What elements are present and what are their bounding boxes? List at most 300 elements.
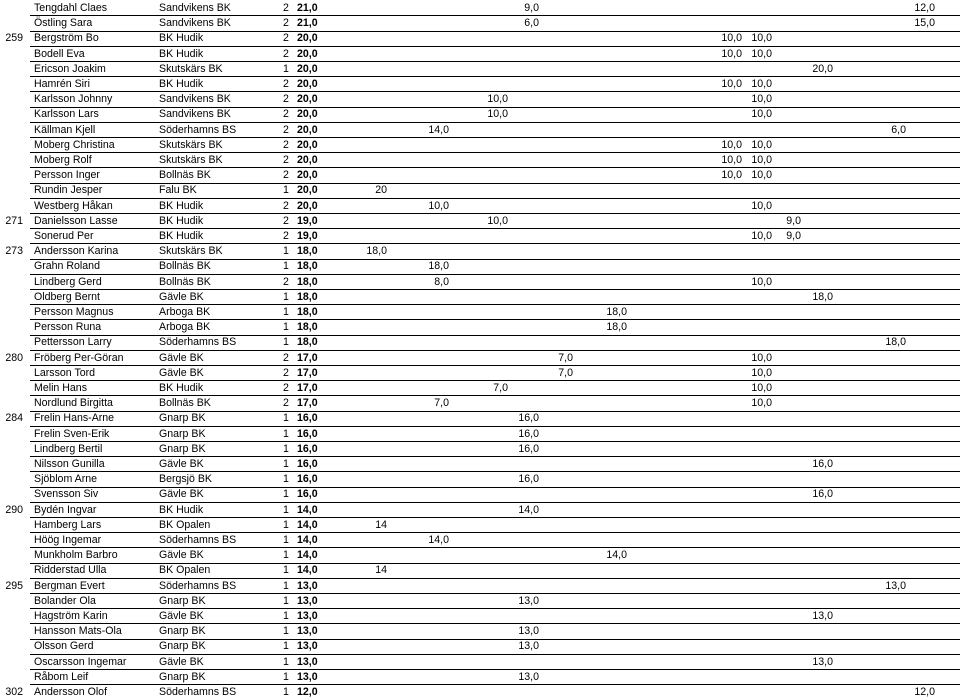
count-cell: 1	[283, 686, 289, 698]
club-cell: Skutskärs BK	[159, 154, 223, 166]
score-cell: 10,0	[721, 32, 742, 45]
name-cell: Ridderstad Ulla	[34, 564, 107, 577]
name-cell: Persson Magnus	[34, 306, 114, 318]
score-cell: 10,0	[487, 214, 508, 227]
table-row	[0, 199, 960, 214]
club-cell: BK Hudik	[159, 382, 204, 394]
total-cell: 20,0	[297, 32, 318, 45]
count-cell: 1	[283, 488, 289, 501]
total-cell: 20,0	[297, 184, 318, 197]
rank-cell: 295	[5, 579, 23, 592]
name-cell: Ericson Joakim	[34, 62, 106, 75]
score-cell: 10,0	[751, 275, 772, 288]
club-cell: Gnarp BK	[159, 427, 206, 440]
score-cell: 18,0	[366, 245, 387, 258]
count-cell: 1	[283, 640, 289, 653]
score-cell: 10,0	[751, 366, 772, 379]
table-row	[0, 670, 960, 685]
total-cell: 21,0	[297, 17, 318, 30]
table-row	[0, 472, 960, 487]
total-cell: 14,0	[297, 549, 318, 562]
club-cell: Gnarp BK	[159, 670, 206, 683]
total-cell: 16,0	[297, 473, 318, 486]
name-cell: Moberg Christina	[34, 138, 115, 151]
total-cell: 20,0	[297, 154, 318, 166]
count-cell: 1	[283, 412, 289, 425]
club-cell: Gnarp BK	[159, 625, 206, 638]
count-cell: 1	[283, 473, 289, 486]
total-cell: 19,0	[297, 214, 318, 227]
club-cell: Bergsjö BK	[159, 473, 212, 486]
count-cell: 1	[283, 594, 289, 607]
total-cell: 20,0	[297, 199, 318, 212]
score-cell: 6,0	[524, 17, 539, 30]
total-cell: 16,0	[297, 458, 318, 470]
score-cell: 13,0	[518, 594, 539, 607]
name-cell: Hansson Mats-Ola	[34, 625, 122, 638]
table-row	[0, 16, 960, 31]
score-cell: 14,0	[428, 123, 449, 136]
count-cell: 1	[283, 579, 289, 592]
score-cell: 18,0	[606, 321, 627, 334]
total-cell: 20,0	[297, 47, 318, 60]
score-cell: 12,0	[914, 686, 935, 698]
score-cell: 14,0	[428, 534, 449, 546]
name-cell: Höög Ingemar	[34, 534, 102, 546]
score-cell: 10,0	[751, 32, 772, 45]
score-cell: 10,0	[721, 169, 742, 182]
score-cell: 16,0	[518, 412, 539, 425]
score-cell: 10,0	[751, 138, 772, 151]
count-cell: 1	[283, 518, 289, 531]
table-row	[0, 123, 960, 138]
score-cell: 13,0	[812, 610, 833, 622]
total-cell: 18,0	[297, 245, 318, 258]
table-row	[0, 563, 960, 578]
name-cell: Frelin Sven-Erik	[34, 427, 110, 440]
club-cell: Gävle BK	[159, 351, 204, 364]
total-cell: 12,0	[297, 686, 318, 698]
total-cell: 16,0	[297, 427, 318, 440]
count-cell: 2	[283, 351, 289, 364]
table-row	[0, 229, 960, 244]
club-cell: Gnarp BK	[159, 594, 206, 607]
count-cell: 1	[283, 655, 289, 668]
count-cell: 2	[283, 78, 289, 90]
rank-cell: 271	[5, 214, 23, 227]
count-cell: 2	[283, 123, 289, 136]
name-cell: Moberg Rolf	[34, 154, 92, 166]
name-cell: Råbom Leif	[34, 670, 89, 683]
club-cell: Gävle BK	[159, 549, 204, 562]
count-cell: 2	[283, 169, 289, 182]
count-cell: 1	[283, 564, 289, 577]
name-cell: Lindberg Bertil	[34, 442, 103, 455]
score-cell: 13,0	[518, 640, 539, 653]
score-cell: 20	[375, 184, 387, 197]
count-cell: 2	[283, 230, 289, 242]
club-cell: Arboga BK	[159, 321, 211, 334]
club-cell: BK Hudik	[159, 230, 204, 242]
club-cell: Skutskärs BK	[159, 62, 223, 75]
total-cell: 19,0	[297, 230, 318, 242]
club-cell: Gävle BK	[159, 458, 204, 470]
table-row	[0, 594, 960, 609]
total-cell: 20,0	[297, 93, 318, 106]
table-row	[0, 335, 960, 350]
name-cell: Sjöblom Arne	[34, 473, 98, 486]
total-cell: 18,0	[297, 260, 318, 273]
table-row	[0, 290, 960, 305]
score-cell: 10,0	[721, 78, 742, 90]
score-cell: 16,0	[518, 442, 539, 455]
score-cell: 10,0	[487, 93, 508, 106]
table-row	[0, 411, 960, 426]
rank-cell: 273	[5, 245, 23, 258]
name-cell: Sonerud Per	[34, 230, 94, 242]
name-cell: Bolander Ola	[34, 594, 96, 607]
score-cell: 6,0	[891, 123, 906, 136]
score-cell: 9,0	[786, 230, 801, 242]
name-cell: Östling Sara	[34, 17, 93, 30]
total-cell: 17,0	[297, 382, 318, 394]
table-row	[0, 138, 960, 153]
name-cell: Nordlund Birgitta	[34, 397, 113, 410]
count-cell: 2	[283, 154, 289, 166]
count-cell: 1	[283, 534, 289, 546]
total-cell: 13,0	[297, 655, 318, 668]
name-cell: Pettersson Larry	[34, 336, 112, 349]
count-cell: 1	[283, 549, 289, 562]
table-row	[0, 31, 960, 46]
table-row	[0, 259, 960, 274]
count-cell: 1	[283, 62, 289, 75]
club-cell: BK Opalen	[159, 564, 211, 577]
table-row	[0, 655, 960, 670]
score-cell: 10,0	[751, 199, 772, 212]
name-cell: Hagström Karin	[34, 610, 108, 622]
club-cell: Bollnäs BK	[159, 275, 211, 288]
table-row	[0, 92, 960, 107]
club-cell: Bollnäs BK	[159, 397, 211, 410]
club-cell: Sandvikens BK	[159, 108, 231, 121]
count-cell: 1	[283, 245, 289, 258]
total-cell: 18,0	[297, 306, 318, 318]
score-cell: 10,0	[721, 138, 742, 151]
score-cell: 10,0	[751, 47, 772, 60]
name-cell: Persson Inger	[34, 169, 100, 182]
table-row	[0, 275, 960, 290]
count-cell: 1	[283, 670, 289, 683]
score-cell: 16,0	[812, 488, 833, 501]
score-cell: 10,0	[751, 382, 772, 394]
club-cell: Skutskärs BK	[159, 138, 223, 151]
total-cell: 13,0	[297, 640, 318, 653]
name-cell: Larsson Tord	[34, 366, 96, 379]
total-cell: 20,0	[297, 138, 318, 151]
total-cell: 14,0	[297, 564, 318, 577]
score-cell: 18,0	[812, 290, 833, 303]
table-row	[0, 183, 960, 198]
total-cell: 14,0	[297, 534, 318, 546]
club-cell: Gävle BK	[159, 610, 204, 622]
score-cell: 15,0	[914, 17, 935, 30]
club-cell: Söderhamns BS	[159, 686, 237, 698]
table-row	[0, 457, 960, 472]
table-row	[0, 518, 960, 533]
club-cell: Söderhamns BS	[159, 534, 237, 546]
club-cell: BK Hudik	[159, 214, 204, 227]
count-cell: 1	[283, 458, 289, 470]
score-cell: 10,0	[751, 351, 772, 364]
rank-cell: 284	[5, 412, 23, 425]
club-cell: Gävle BK	[159, 290, 204, 303]
club-cell: Söderhamns BS	[159, 336, 237, 349]
total-cell: 20,0	[297, 78, 318, 90]
table-row	[0, 533, 960, 548]
score-cell: 13,0	[518, 670, 539, 683]
table-row	[0, 320, 960, 335]
name-cell: Andersson Karina	[34, 245, 119, 258]
table-row	[0, 366, 960, 381]
total-cell: 16,0	[297, 442, 318, 455]
score-cell: 10,0	[751, 154, 772, 166]
total-cell: 14,0	[297, 503, 318, 516]
score-cell: 7,0	[493, 382, 508, 394]
club-cell: Gävle BK	[159, 655, 204, 668]
score-cell: 10,0	[751, 230, 772, 242]
name-cell: Rundin Jesper	[34, 184, 103, 197]
score-cell: 14,0	[518, 503, 539, 516]
total-cell: 17,0	[297, 397, 318, 410]
name-cell: Oldberg Bernt	[34, 290, 100, 303]
score-cell: 13,0	[812, 655, 833, 668]
table-row	[0, 305, 960, 320]
club-cell: Gnarp BK	[159, 442, 206, 455]
name-cell: Fröberg Per-Göran	[34, 351, 124, 364]
table-row	[0, 396, 960, 411]
club-cell: Gävle BK	[159, 488, 204, 501]
score-cell: 13,0	[885, 579, 906, 592]
score-cell: 7,0	[558, 366, 573, 379]
count-cell: 2	[283, 108, 289, 121]
table-row	[0, 77, 960, 92]
rank-cell: 302	[5, 686, 23, 698]
name-cell: Karlsson Johnny	[34, 93, 113, 106]
total-cell: 18,0	[297, 321, 318, 334]
table-row	[0, 579, 960, 594]
count-cell: 1	[283, 290, 289, 303]
name-cell: Oscarsson Ingemar	[34, 655, 127, 668]
count-cell: 1	[283, 503, 289, 516]
total-cell: 13,0	[297, 670, 318, 683]
table-row	[0, 427, 960, 442]
club-cell: Sandvikens BK	[159, 17, 231, 30]
score-cell: 7,0	[558, 351, 573, 364]
total-cell: 20,0	[297, 62, 318, 75]
name-cell: Källman Kjell	[34, 123, 96, 136]
total-cell: 21,0	[297, 2, 318, 14]
table-row	[0, 487, 960, 502]
score-cell: 18,0	[606, 306, 627, 318]
club-cell: Söderhamns BS	[159, 123, 237, 136]
score-cell: 10,0	[428, 199, 449, 212]
name-cell: Frelin Hans-Arne	[34, 412, 115, 425]
count-cell: 1	[283, 321, 289, 334]
score-cell: 14,0	[606, 549, 627, 562]
name-cell: Grahn Roland	[34, 260, 100, 273]
count-cell: 1	[283, 336, 289, 349]
name-cell: Svensson Siv	[34, 488, 99, 501]
table-row	[0, 244, 960, 259]
total-cell: 13,0	[297, 610, 318, 622]
club-cell: Bollnäs BK	[159, 169, 211, 182]
club-cell: Falu BK	[159, 184, 197, 197]
name-cell: Persson Runa	[34, 321, 102, 334]
count-cell: 2	[283, 93, 289, 106]
club-cell: Sandvikens BK	[159, 93, 231, 106]
score-cell: 10,0	[721, 154, 742, 166]
count-cell: 2	[283, 2, 289, 14]
table-row	[0, 62, 960, 77]
score-cell: 8,0	[434, 275, 449, 288]
table-row	[0, 1, 960, 16]
name-cell: Nilsson Gunilla	[34, 458, 105, 470]
table-row	[0, 351, 960, 366]
total-cell: 20,0	[297, 169, 318, 182]
name-cell: Andersson Olof	[34, 686, 108, 698]
score-cell: 18,0	[428, 260, 449, 273]
rank-cell: 259	[5, 32, 23, 45]
club-cell: Bollnäs BK	[159, 260, 211, 273]
table-row	[0, 168, 960, 183]
total-cell: 18,0	[297, 290, 318, 303]
count-cell: 2	[283, 199, 289, 212]
count-cell: 1	[283, 260, 289, 273]
table-row	[0, 548, 960, 563]
score-cell: 9,0	[786, 214, 801, 227]
name-cell: Westberg Håkan	[34, 199, 113, 212]
name-cell: Melin Hans	[34, 382, 87, 394]
total-cell: 13,0	[297, 579, 318, 592]
total-cell: 16,0	[297, 412, 318, 425]
total-cell: 14,0	[297, 518, 318, 531]
score-cell: 10,0	[751, 78, 772, 90]
table-row	[0, 442, 960, 457]
score-cell: 16,0	[518, 473, 539, 486]
score-cell: 10,0	[721, 47, 742, 60]
count-cell: 1	[283, 442, 289, 455]
name-cell: Danielsson Lasse	[34, 214, 118, 227]
rank-cell: 290	[5, 503, 23, 516]
count-cell: 2	[283, 382, 289, 394]
name-cell: Hamberg Lars	[34, 518, 102, 531]
name-cell: Hamrén Siri	[34, 78, 90, 90]
count-cell: 2	[283, 32, 289, 45]
count-cell: 1	[283, 427, 289, 440]
total-cell: 20,0	[297, 123, 318, 136]
score-cell: 18,0	[885, 336, 906, 349]
club-cell: Sandvikens BK	[159, 2, 231, 14]
name-cell: Olsson Gerd	[34, 640, 94, 653]
score-cell: 14	[375, 518, 387, 531]
club-cell: BK Hudik	[159, 503, 204, 516]
table-row	[0, 214, 960, 229]
club-cell: BK Hudik	[159, 32, 204, 45]
total-cell: 20,0	[297, 108, 318, 121]
table-row	[0, 47, 960, 62]
count-cell: 2	[283, 275, 289, 288]
count-cell: 2	[283, 47, 289, 60]
name-cell: Karlsson Lars	[34, 108, 99, 121]
score-cell: 10,0	[487, 108, 508, 121]
count-cell: 2	[283, 366, 289, 379]
club-cell: Arboga BK	[159, 306, 211, 318]
total-cell: 18,0	[297, 275, 318, 288]
score-cell: 10,0	[751, 108, 772, 121]
name-cell: Bydén Ingvar	[34, 503, 97, 516]
club-cell: Gävle BK	[159, 366, 204, 379]
total-cell: 16,0	[297, 488, 318, 501]
count-cell: 1	[283, 625, 289, 638]
club-cell: BK Hudik	[159, 78, 204, 90]
table-row	[0, 624, 960, 639]
total-cell: 17,0	[297, 366, 318, 379]
score-cell: 16,0	[812, 458, 833, 470]
name-cell: Bergman Evert	[34, 579, 105, 592]
count-cell: 1	[283, 610, 289, 622]
score-cell: 13,0	[518, 625, 539, 638]
name-cell: Munkholm Barbro	[34, 549, 118, 562]
count-cell: 1	[283, 306, 289, 318]
club-cell: Gnarp BK	[159, 640, 206, 653]
table-row	[0, 639, 960, 654]
total-cell: 13,0	[297, 625, 318, 638]
table-row	[0, 381, 960, 396]
score-cell: 10,0	[751, 169, 772, 182]
score-cell: 9,0	[524, 2, 539, 14]
count-cell: 2	[283, 397, 289, 410]
name-cell: Tengdahl Claes	[34, 2, 108, 14]
club-cell: BK Opalen	[159, 518, 211, 531]
count-cell: 2	[283, 138, 289, 151]
club-cell: BK Hudik	[159, 199, 204, 212]
count-cell: 2	[283, 214, 289, 227]
score-cell: 10,0	[751, 93, 772, 106]
table-row	[0, 107, 960, 122]
table-row	[0, 153, 960, 168]
name-cell: Bergström Bo	[34, 32, 99, 45]
score-cell: 7,0	[434, 397, 449, 410]
score-cell: 20,0	[812, 62, 833, 75]
table-row	[0, 609, 960, 624]
name-cell: Lindberg Gerd	[34, 275, 102, 288]
score-cell: 12,0	[914, 2, 935, 14]
count-cell: 2	[283, 17, 289, 30]
club-cell: Gnarp BK	[159, 412, 206, 425]
total-cell: 18,0	[297, 336, 318, 349]
name-cell: Bodell Eva	[34, 47, 85, 60]
club-cell: Skutskärs BK	[159, 245, 223, 258]
table-row	[0, 503, 960, 518]
score-cell: 16,0	[518, 427, 539, 440]
club-cell: Söderhamns BS	[159, 579, 237, 592]
score-cell: 14	[375, 564, 387, 577]
score-cell: 10,0	[751, 397, 772, 410]
club-cell: BK Hudik	[159, 47, 204, 60]
count-cell: 1	[283, 184, 289, 197]
total-cell: 13,0	[297, 594, 318, 607]
